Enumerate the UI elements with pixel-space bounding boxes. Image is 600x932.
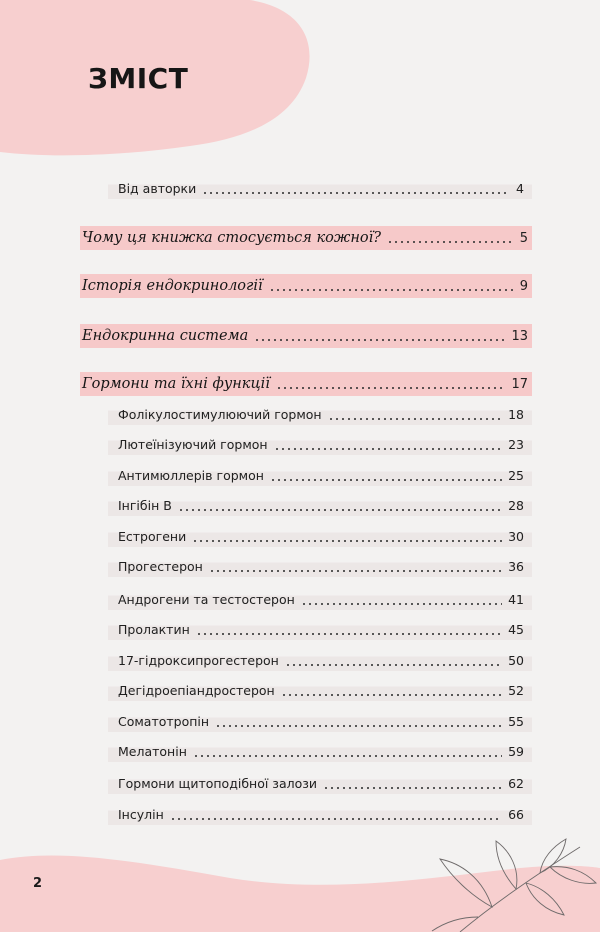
- dot-leader: [274, 448, 503, 450]
- toc-entry-page: 50: [508, 653, 524, 668]
- dot-leader: [387, 241, 514, 243]
- toc-entry-page: 59: [508, 744, 524, 759]
- toc-chapter[interactable]: [80, 226, 532, 250]
- toc-entry[interactable]: [108, 680, 532, 701]
- toc-chapter-label: Ендокринна система: [82, 328, 249, 344]
- toc-entry-page: 41: [508, 592, 524, 607]
- dot-leader: [254, 339, 505, 341]
- toc-entry-page: 36: [508, 559, 524, 574]
- toc-entry[interactable]: [108, 619, 532, 640]
- toc-entry-label: Андрогени та тестостерон: [118, 592, 295, 607]
- dot-leader: [269, 289, 514, 291]
- toc-entry-page: 23: [508, 437, 524, 452]
- toc-entry-label: Прогестерон: [118, 559, 203, 574]
- toc-entry[interactable]: [108, 773, 532, 794]
- toc-entry-label: Мелатонін: [118, 744, 187, 759]
- dot-leader: [178, 509, 502, 511]
- dot-leader: [301, 603, 502, 605]
- toc-chapter-page: 9: [519, 278, 528, 294]
- dot-leader: [285, 664, 502, 666]
- toc-chapter-page: 5: [519, 230, 528, 246]
- toc-entry-page: 30: [508, 529, 524, 544]
- toc-chapter[interactable]: [80, 372, 532, 396]
- toc-entry-label: Інсулін: [118, 807, 164, 822]
- dot-leader: [209, 570, 502, 572]
- toc-entry-label: Естрогени: [118, 529, 187, 544]
- toc-entry[interactable]: [108, 495, 532, 516]
- toc-entry-page: 52: [508, 683, 524, 698]
- toc-chapter[interactable]: [80, 324, 532, 348]
- dot-leader: [193, 755, 502, 757]
- toc-entry[interactable]: [108, 178, 532, 199]
- toc-entry-label: Гормони щитоподібної залози: [118, 776, 318, 791]
- toc-entry-page: 4: [516, 181, 524, 196]
- toc-entry-label: 17-гідроксипрогестерон: [118, 653, 279, 668]
- toc-entry-page: 62: [508, 776, 524, 791]
- page-title: ЗМІСТ: [88, 62, 189, 95]
- toc-entry[interactable]: [108, 556, 532, 577]
- dot-leader: [281, 694, 502, 696]
- page-number: 2: [33, 876, 43, 891]
- toc-entry-page: 45: [508, 622, 524, 637]
- toc-chapter-label: Історія ендокринології: [82, 278, 263, 294]
- leaf-branch-icon: [430, 837, 600, 932]
- toc-chapter[interactable]: [80, 274, 532, 298]
- dot-leader: [202, 192, 510, 194]
- toc-chapter-label: Гормони та їхні функції: [82, 376, 270, 392]
- toc-entry[interactable]: [108, 711, 532, 732]
- dot-leader: [170, 818, 502, 820]
- toc-entry-page: 18: [508, 407, 524, 422]
- dot-leader: [270, 479, 502, 481]
- toc-entry-label: Фолікулостимулюючий гормон: [118, 407, 322, 422]
- toc-entry[interactable]: [108, 434, 532, 455]
- dot-leader: [276, 387, 506, 389]
- toc-entry[interactable]: [108, 741, 532, 762]
- toc-entry-label: Соматотропін: [118, 714, 210, 729]
- toc-entry[interactable]: [108, 465, 532, 486]
- dot-leader: [323, 787, 502, 789]
- toc-entry-label: Від авторки: [118, 181, 197, 196]
- dot-leader: [328, 418, 502, 420]
- toc-entry-label: Лютеїнізуючий гормон: [118, 437, 268, 452]
- toc-entry[interactable]: [108, 404, 532, 425]
- dot-leader: [215, 725, 502, 727]
- toc-entry-page: 66: [508, 807, 524, 822]
- toc-entry-page: 25: [508, 468, 524, 483]
- toc-entry-label: Антимюллерів гормон: [118, 468, 264, 483]
- toc-entry-label: Пролактин: [118, 622, 190, 637]
- toc-entry-page: 28: [508, 498, 524, 513]
- toc-entry-label: Інгібін В: [118, 498, 172, 513]
- toc-chapter-page: 17: [511, 376, 528, 392]
- toc-entry-page: 55: [508, 714, 524, 729]
- toc-entry-label: Дегідроепіандростерон: [118, 683, 275, 698]
- toc-entry[interactable]: [108, 804, 532, 825]
- dot-leader: [192, 540, 502, 542]
- toc-chapter-page: 13: [511, 328, 528, 344]
- toc-entry[interactable]: [108, 589, 532, 610]
- dot-leader: [196, 633, 502, 635]
- toc-entry[interactable]: [108, 526, 532, 547]
- toc-entry[interactable]: [108, 650, 532, 671]
- toc-chapter-label: Чому ця книжка стосується кожної?: [82, 230, 382, 246]
